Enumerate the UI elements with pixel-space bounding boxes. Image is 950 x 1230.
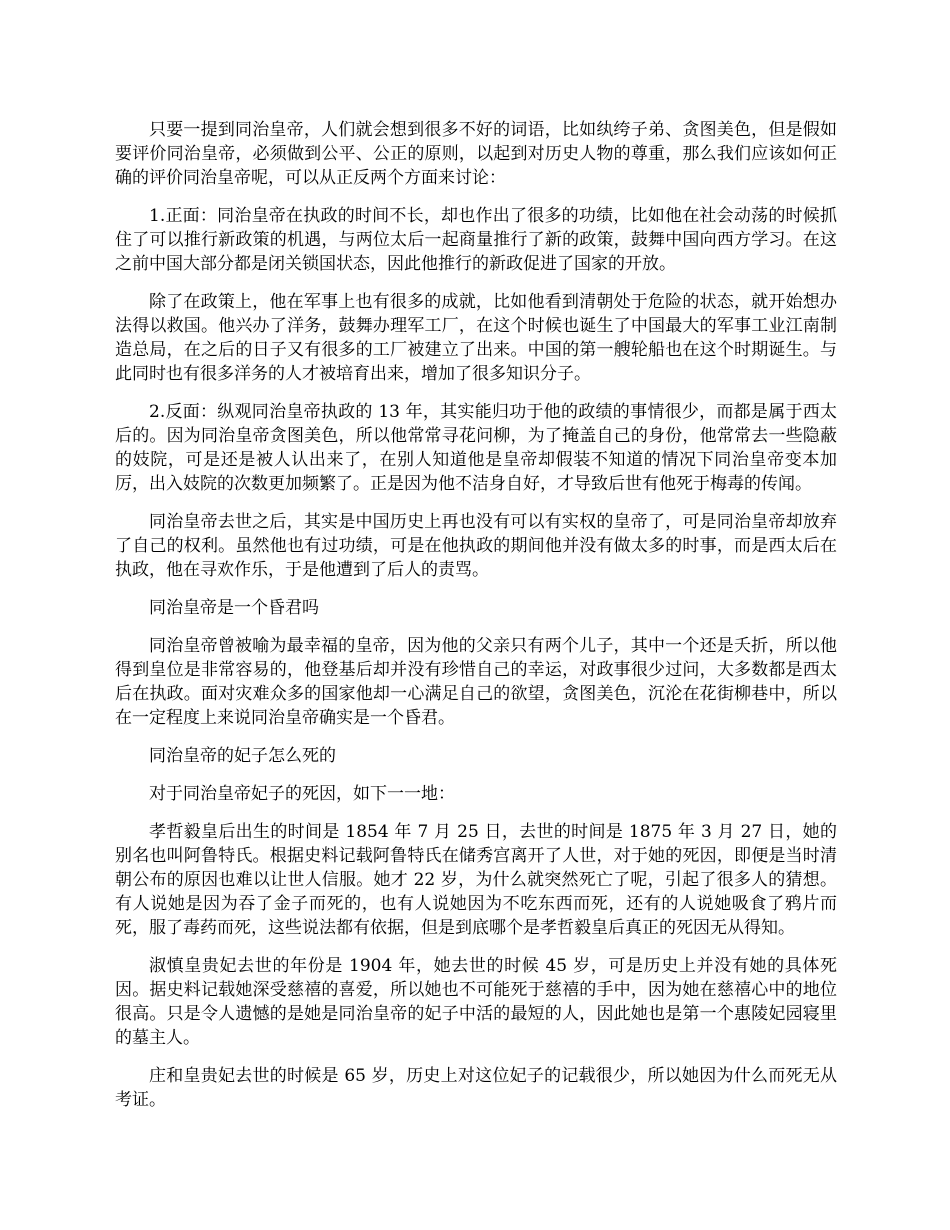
paragraph-consort-zhuanghe: 庄和皇贵妃去世的时候是 65 岁，历史上对这位妃子的记载很少，所以她因为什么而死无从考证。 xyxy=(115,1066,837,1110)
paragraph-negative: 2.反面：纵观同治皇帝执政的 13 年，其实能归功于他的政绩的事情很少，而都是属于西太后的。因为同治皇帝贪图美色，所以他常常寻花问柳，为了掩盖自己的身份，他常常去一些隐蔽的妓院，可是还是被人认出来了，在别人知道他是皇帝却假装不知道的情况下同治皇帝变本加厉，出入妓院的次数更加频繁了。正是因为他不洁身自好，才导致后世有他死于梅毒的传闻。 xyxy=(115,402,837,494)
paragraph-intro: 只要一提到同治皇帝，人们就会想到很多不好的词语，比如纨绔子弟、贪图美色，但是假如要评价同治皇帝，必须做到公平、公正的原则，以起到对历史人物的尊重，那么我们应该如何正确的评价同治皇帝呢，可以从正反两个方面来讨论： xyxy=(115,120,837,188)
paragraph-consorts-intro: 对于同治皇帝妃子的死因，如下一一地： xyxy=(149,784,455,804)
paragraph-after-death: 同治皇帝去世之后，其实是中国历史上再也没有可以有实权的皇帝了，可是同治皇帝却放弃了自己的权利。虽然他也有过功绩，可是在他执政的期间他并没有做太多的时事，而是西太后在执政，他在寻欢作乐，于是他遭到了后人的责骂。 xyxy=(115,512,837,580)
paragraph-positive: 1.正面：同治皇帝在执政的时间不长，却也作出了很多的功绩，比如他在社会动荡的时候抓住了可以推行新政策的机遇，与两位太后一起商量推行了新的政策，鼓舞中国向西方学习。在这之前中国大部分都是闭关锁国状态，因此他推行的新政促进了国家的开放。 xyxy=(115,206,837,274)
paragraph-faint-ruler: 同治皇帝曾被喻为最幸福的皇帝，因为他的父亲只有两个儿子，其中一个还是夭折，所以他得到皇位是非常容易的，他登基后却并没有珍惜自己的幸运，对政事很少过问，大多数都是西太后在执政。面对灾难众多的国家他却一心满足自己的欲望，贪图美色，沉沦在花街柳巷中，所以在一定程度上来说同治皇帝确实是一个昏君。 xyxy=(115,636,837,728)
document-body xyxy=(115,118,837,1126)
section-heading-consorts: 同治皇帝的妃子怎么死的 xyxy=(149,746,336,766)
paragraph-empress-xiaozheyi: 孝哲毅皇后出生的时间是 1854 年 7 月 25 日，去世的时间是 1875 年 3 月 27 日，她的别名也叫阿鲁特氏。根据史料记载阿鲁特氏在储秀宫离开了人世，对于她的死因，即便是当时清朝公布的原因也难以让世人信服。她才 22 岁，为什么就突然死亡了呢，引起了很多人的猜想。有人说她是因为吞了金子而死的，也有人说她因为不吃东西而死，还有的人说她吸食了鸦片而死，服了毒药而死，这些说法都有依据，但是到底哪个是孝哲毅皇后真正的死因无从得知。 xyxy=(115,822,837,938)
section-heading-faint-ruler: 同治皇帝是一个昏君吗 xyxy=(149,598,319,618)
paragraph-consort-shushen: 淑慎皇贵妃去世的年份是 1904 年，她去世的时候 45 岁，可是历史上并没有她的具体死因。据史料记载她深受慈禧的喜爱，所以她也不可能死于慈禧的手中，因为她在慈禧心中的地位很高。只是令人遗憾的是她是同治皇帝的妃子中活的最短的人，因此她也是第一个惠陵妃园寝里的墓主人。 xyxy=(115,956,837,1048)
paragraph-military: 除了在政策上，他在军事上也有很多的成就，比如他看到清朝处于危险的状态，就开始想办法得以救国。他兴办了洋务，鼓舞办理军工厂，在这个时候也诞生了中国最大的军事工业江南制造总局，在之后的日子又有很多的工厂被建立了出来。中国的第一艘轮船也在这个时期诞生。与此同时也有很多洋务的人才被培育出来，增加了很多知识分子。 xyxy=(115,292,837,384)
